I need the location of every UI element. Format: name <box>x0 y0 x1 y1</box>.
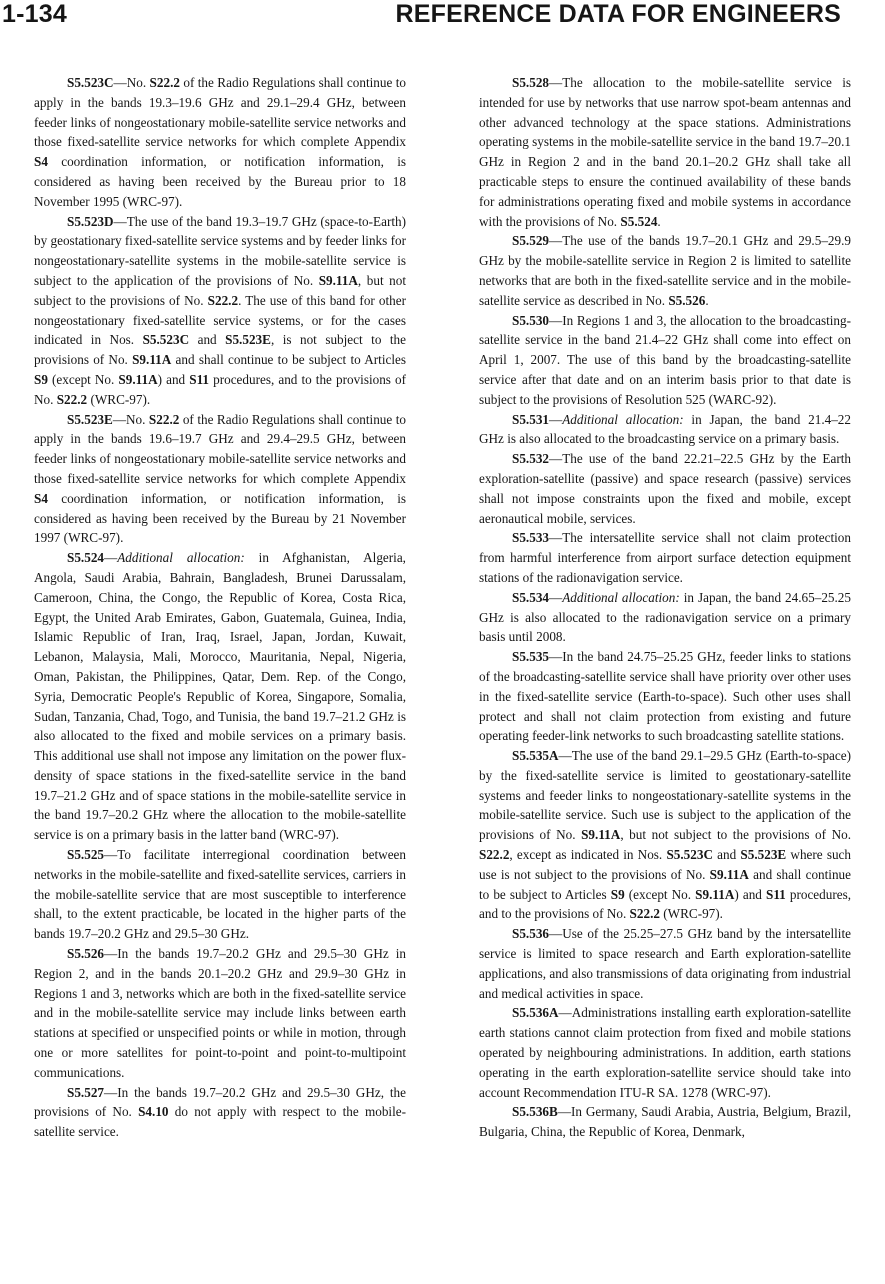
regulation-ref: S9.11A <box>709 866 749 882</box>
paragraph-text: and shall continue to be subject to Articles <box>171 352 406 368</box>
paragraph-text: of the Radio Regulations shall continue to apply in the bands 19.6–19.7 GHz and 29.4–29.5 GHz, between feeder links of nongeostationary mobile-satellite service networks and those fixed-satellite service networks for which complete Appendix <box>34 411 407 486</box>
paragraph-text: —The intersatellite service shall not claim protection from harmful interference from airport surface detection equipment stations of the radionavigation service. <box>479 530 851 585</box>
paragraph-text: —Use of the 25.25–27.5 GHz band by the intersatellite service is limited to space research and Earth exploration-satellite applications, and also transmissions of data originating from industrial and medical activities in space. <box>479 926 851 1001</box>
paragraph-text: and shall continue to be subject to Articles <box>479 866 851 902</box>
paragraph-text: and <box>189 332 226 348</box>
regulation-ref: S9.11A <box>132 352 172 368</box>
regulation-paragraph <box>479 410 851 450</box>
paragraph-text: in Japan, the band 21.4–22 GHz is also allocated to the broadcasting service on a primary basis. <box>479 411 851 447</box>
regulation-ref: S5.523E <box>740 847 787 863</box>
regulation-ref: S5.532 <box>512 451 550 467</box>
allocation-label: Additional allocation: <box>562 411 684 427</box>
paragraph-text: — <box>549 411 563 427</box>
regulation-ref: S5.527 <box>67 1084 105 1100</box>
regulation-ref: S5.524 <box>67 550 105 566</box>
regulation-ref: S5.524 <box>620 213 658 229</box>
regulation-ref: S5.523E <box>67 411 113 427</box>
paragraph-text: . The use of this band for other nongeostationary fixed-satellite service systems, or for the cases indicated in Nos. <box>34 292 406 348</box>
paragraph-text: of the Radio Regulations shall continue to apply in the bands 19.3–19.6 GHz and 29.1–29.4 GHz, between feeder links of nongeostationary mobile-satellite service networks and those fixed-satellite service networks for which complete Appendix <box>34 75 406 150</box>
right-column <box>479 73 851 1142</box>
regulation-paragraph <box>34 1083 406 1142</box>
paragraph-text: — <box>549 589 563 605</box>
regulation-ref: S9 <box>610 886 625 902</box>
regulation-ref: S9.11A <box>318 272 358 288</box>
paragraph-text: —To facilitate interregional coordination between networks in the mobile-satellite and fixed-satellite services, carriers in the mobile-satellite service that are most susceptible to interference shall, to the extent practicable, be located in the higher parts of the bands 19.7–20.2 GHz and 29.5–30 GHz. <box>34 847 406 942</box>
regulation-ref: S5.523D <box>67 213 114 229</box>
paragraph-text: —No. <box>112 411 149 427</box>
paragraph-text: —Administrations installing earth exploration-satellite earth stations cannot claim protection from fixed and mobile stations operated by neighbouring administrations. In addition, earth stations operating in the earth exploration-satellite service should take into account Recommendation ITU-R SA. 1278 (WRC-97). <box>479 1005 851 1100</box>
regulation-ref: S5.528 <box>512 75 550 90</box>
regulation-ref: S5.536A <box>512 1005 559 1021</box>
allocation-label: Additional allocation: <box>562 589 680 605</box>
regulation-ref: S22.2 <box>148 411 180 427</box>
paragraph-text: —In the bands 19.7–20.2 GHz and 29.5–30 GHz, the provisions of No. <box>34 1084 406 1120</box>
paragraph-text: —The use of the band 19.3–19.7 GHz (space-to-Earth) by geostationary fixed-satellite service systems and by feeder links for nongeostationary-satellite systems in the mobile-satellite service is subject to the application of the provisions of No. <box>34 213 406 288</box>
paragraph-text: —The use of the band 29.1–29.5 GHz (Earth-to-space) by the fixed-satellite service is limited to geostationary-satellite systems and feeder links to nongeostationary-satellite systems in the mobile-satellite service. Such use is subject to the application of the provisions of No. <box>479 748 851 843</box>
regulation-paragraph <box>34 212 406 410</box>
paragraph-text: in Afghanistan, Algeria, Angola, Saudi Arabia, Bahrain, Bangladesh, Brunei Darussalam, Cameroon, China, the Congo, the Republic of Korea, Costa Rica, Egypt, the United Arab Emirates, Gabon, Guatemala, Guinea, India, Islamic Republic of Iran, Iraq, Israel, Japan, Jordan, Kuwait, Lebanon, Malaysia, Mali, Morocco, Mauritania, Nepal, Nigeria, Oman, Pakistan, the Philippines, Qatar, Dem. Rep. of the Congo, Syria, Democratic People's Republic of Korea, Singapore, Somalia, Sudan, Tanzania, Chad, Togo, and Tunisia, the band 19.7–21.2 GHz is also allocated to the fixed and mobile services on a primary basis. This additional use shall not impose any limitation on the power flux-density of space stations in the fixed-satellite service in the band 19.7–21.2 GHz and of space stations in the mobile-satellite service in the band 19.7–20.2 GHz where the allocation to the mobile-satellite service is on a primary basis in the latter band (WRC-97). <box>34 550 406 843</box>
regulation-paragraph <box>479 231 851 310</box>
paragraph-text: , except as indicated in Nos. <box>509 847 667 863</box>
paragraph-text: coordination information, or notification information, is considered as having been received by the Bureau by 21 November 1997 (WRC-97). <box>34 490 406 546</box>
regulation-paragraph <box>479 1102 851 1142</box>
paragraph-text: —The allocation to the mobile-satellite service is intended for use by networks that use narrow spot-beam antennas and other advanced technology at the space stations. Administrations operating systems in the mobile-satellite service in the band 19.7–20.1 GHz in Region 2 and in the band 20.1–20.2 GHz shall take all practicable steps to ensure the continued availability of these bands for administrations operating fixed and mobile systems in accordance with the provisions of No. <box>479 75 851 229</box>
paragraph-text: do not apply with respect to the mobile-satellite service. <box>34 1104 406 1140</box>
paragraph-text: (except No. <box>47 371 119 387</box>
paragraph-text: —The use of the bands 19.7–20.1 GHz and 29.5–29.9 GHz by the mobile-satellite service in Region 2 is limited to satellite networks that are both in the fixed-satellite service and in the mobile-satellite service as described in No. <box>479 233 851 308</box>
running-title: REFERENCE DATA FOR ENGINEERS <box>395 0 841 28</box>
regulation-ref: S5.525 <box>67 847 105 863</box>
regulation-ref: S5.533 <box>512 530 550 546</box>
regulation-paragraph <box>479 449 851 528</box>
regulation-ref: S22.2 <box>479 847 510 863</box>
allocation-label: Additional allocation: <box>117 550 245 566</box>
regulation-paragraph <box>479 1003 851 1102</box>
paragraph-text: procedures, and to the provisions of No. <box>479 886 852 922</box>
regulation-paragraph <box>479 647 851 746</box>
regulation-paragraph <box>479 528 851 587</box>
paragraph-text: —In the band 24.75–25.25 GHz, feeder links to stations of the broadcasting-satellite service shall have priority over other uses in the fixed-satellite service (Earth-to-space). Such other uses shall protect and shall not claim protection from existing and future operating feeder-link networks to such broadcasting satellite stations. <box>479 649 851 744</box>
regulation-ref: S22.2 <box>56 391 88 407</box>
regulation-paragraph <box>34 410 406 549</box>
regulation-ref: S22.2 <box>149 75 180 90</box>
paragraph-text: and <box>712 847 741 863</box>
regulation-ref: S5.523C <box>666 847 713 863</box>
regulation-ref: S5.523E <box>225 332 271 348</box>
paragraph-text: coordination information, or notification information, is considered as having been received by the Bureau prior to 18 November 1995 (WRC-97). <box>34 154 406 209</box>
regulation-paragraph <box>34 845 406 944</box>
regulation-ref: S5.534 <box>512 589 550 605</box>
regulation-paragraph <box>479 311 851 410</box>
paragraph-text: (except No. <box>624 886 696 902</box>
paragraph-text: ) and <box>157 371 190 387</box>
regulation-ref: S9.11A <box>118 371 158 387</box>
regulation-paragraph <box>479 588 851 647</box>
paragraph-text: —In Germany, Saudi Arabia, Austria, Belgium, Brazil, Bulgaria, China, the Republic of Korea, Denmark, <box>479 1104 851 1140</box>
paragraph-text: —The use of the band 22.21–22.5 GHz by the Earth exploration-satellite (passive) and space research (passive) services shall not impose constraints upon the fixed and mobile, except aeronautical mobile, services. <box>479 451 851 526</box>
paragraph-text: (WRC-97). <box>659 906 723 922</box>
paragraph-text: —No. <box>113 75 150 90</box>
regulation-ref: S4 <box>34 490 48 506</box>
regulation-ref: S4.10 <box>138 1104 169 1120</box>
regulation-ref: S5.536 <box>512 926 550 942</box>
regulation-ref: S9.11A <box>695 886 735 902</box>
paragraph-text: , but not subject to the provisions of No. <box>620 827 851 843</box>
regulation-ref: S9.11A <box>581 827 621 843</box>
regulation-ref: S5.526 <box>668 292 706 308</box>
paragraph-text: . <box>657 213 661 229</box>
paragraph-text: , but not subject to the provisions of No. <box>34 272 406 308</box>
paragraph-text: ) and <box>734 886 766 902</box>
regulation-paragraph <box>479 924 851 1003</box>
regulation-ref: S5.523C <box>142 332 190 348</box>
page-header <box>0 0 885 34</box>
regulation-paragraph <box>34 73 406 212</box>
regulation-paragraph <box>34 944 406 1083</box>
regulation-ref: S11 <box>765 886 786 902</box>
paragraph-text: where such use is not subject to the provisions of No. <box>479 847 851 882</box>
regulation-ref: S5.530 <box>512 312 550 328</box>
regulation-ref: S5.531 <box>512 411 550 427</box>
paragraph-text: — <box>104 550 118 566</box>
regulation-paragraph <box>479 73 851 231</box>
regulation-ref: S5.535A <box>512 748 559 764</box>
regulation-ref: S5.535 <box>512 649 550 665</box>
regulation-ref: S5.529 <box>512 233 550 249</box>
paragraph-text: procedures, and to the provisions of No. <box>34 371 407 407</box>
regulation-ref: S5.523C <box>67 75 114 90</box>
paragraph-text: —In the bands 19.7–20.2 GHz and 29.5–30 GHz in Region 2, and in the bands 20.1–20.2 GHz and 29.9–30 GHz in Regions 1 and 3, networks which are both in the fixed-satellite service and in the mobile-satellite service may include links between earth stations at specified or unspecified points or while in motion, through one or more satellites for point-to-point and point-to-multipoint communications. <box>34 946 406 1080</box>
regulation-ref: S4 <box>34 154 48 170</box>
paragraph-text: . <box>705 292 709 308</box>
regulation-paragraph <box>479 746 851 924</box>
paragraph-text: (WRC-97). <box>87 391 151 407</box>
regulation-ref: S5.526 <box>67 946 105 962</box>
regulation-ref: S11 <box>189 371 210 387</box>
regulation-ref: S5.536B <box>512 1104 558 1120</box>
paragraph-text: in Japan, the band 24.65–25.25 GHz is also allocated to the radionavigation service on a primary basis until 2008. <box>479 589 851 645</box>
paragraph-text: —In Regions 1 and 3, the allocation to the broadcasting-satellite service in the band 21.4–22 GHz shall come into effect on April 1, 2007. The use of this band by the broadcasting-satellite service after that date and on an interim basis prior to that date is subject to the provisions of Resolution 525 (WARC-92). <box>479 312 851 407</box>
paragraph-text: , is not subject to the provisions of No. <box>34 332 407 368</box>
regulation-paragraph <box>34 548 406 845</box>
page-number: 1-134 <box>2 0 67 28</box>
regulation-ref: S22.2 <box>207 292 239 308</box>
regulation-ref: S22.2 <box>629 906 660 922</box>
regulation-ref: S9 <box>34 371 48 387</box>
left-column <box>34 73 406 1142</box>
